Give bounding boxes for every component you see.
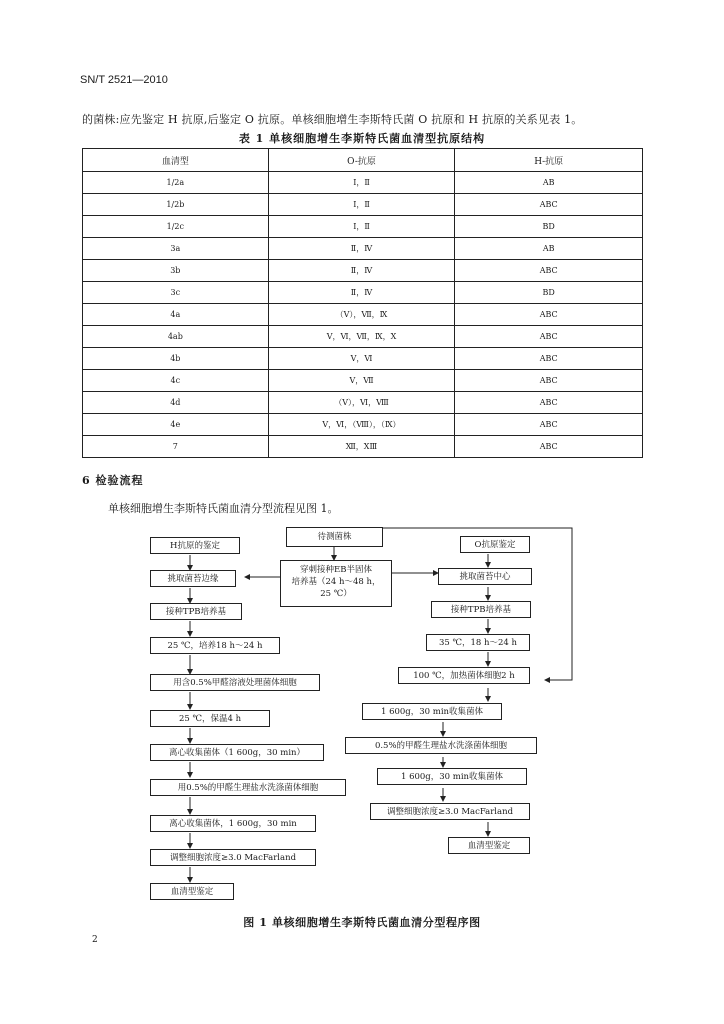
- flow-right-step-4: 35 ℃，18 h～24 h: [426, 634, 530, 651]
- cell-h-antigen: BD: [455, 282, 643, 304]
- flow-right-step-2: 挑取菌苔中心: [438, 568, 532, 585]
- cell-serotype: 3c: [83, 282, 269, 304]
- cell-h-antigen: ABC: [455, 260, 643, 282]
- section-6-text: 单核细胞增生李斯特氏菌血清分型流程见图 1。: [108, 502, 339, 515]
- flow-left-step-5: 用含0.5%甲醛溶液处理菌体细胞: [150, 674, 320, 691]
- cell-serotype: 1/2b: [83, 194, 269, 216]
- page-number: 2: [92, 935, 98, 945]
- cell-h-antigen: ABC: [455, 348, 643, 370]
- flow-left-step-4: 25 ℃，培养18 h～24 h: [150, 637, 280, 654]
- standard-number: SN/T 2521—2010: [80, 74, 168, 86]
- flow-test-strain: 待测菌株: [286, 527, 383, 547]
- flow-eb-line-2: 培养基（24 h～48 h，: [291, 577, 381, 587]
- cell-serotype: 4a: [83, 304, 269, 326]
- cell-h-antigen: ABC: [455, 326, 643, 348]
- cell-o-antigen: Ⅴ，Ⅵ，（Ⅷ），（Ⅸ）: [268, 414, 455, 436]
- cell-h-antigen: AB: [455, 172, 643, 194]
- flow-left-step-6: 25 ℃，保温4 h: [150, 710, 270, 727]
- cell-h-antigen: ABC: [455, 304, 643, 326]
- cell-h-antigen: ABC: [455, 194, 643, 216]
- flow-right-step-8: 1 600g，30 min收集菌体: [377, 768, 527, 785]
- cell-o-antigen: Ⅱ，Ⅳ: [268, 260, 455, 282]
- cell-o-antigen: Ⅱ，Ⅳ: [268, 238, 455, 260]
- flow-eb-line-1: 穿刺接种EB半固体: [300, 565, 372, 575]
- flow-right-step-7: 0.5%的甲醛生理盐水洗涤菌体细胞: [345, 737, 537, 754]
- cell-serotype: 4ab: [83, 326, 269, 348]
- header-o-antigen: O-抗原: [268, 149, 455, 172]
- flow-left-step-1: H抗原的鉴定: [150, 537, 240, 554]
- cell-h-antigen: ABC: [455, 436, 643, 458]
- cell-o-antigen: （Ⅴ），Ⅶ，Ⅸ: [268, 304, 455, 326]
- cell-h-antigen: BD: [455, 216, 643, 238]
- cell-serotype: 4b: [83, 348, 269, 370]
- flow-right-step-1: O抗原鉴定: [460, 536, 530, 553]
- cell-o-antigen: Ⅱ，Ⅳ: [268, 282, 455, 304]
- flow-right-step-6: 1 600g，30 min收集菌体: [362, 703, 502, 720]
- cell-serotype: 4d: [83, 392, 269, 414]
- header-serotype: 血清型: [83, 149, 269, 172]
- cell-serotype: 1/2a: [83, 172, 269, 194]
- header-h-antigen: H-抗原: [455, 149, 643, 172]
- section-6-heading: 6 检验流程: [82, 474, 144, 487]
- cell-o-antigen: Ⅰ，Ⅱ: [268, 194, 455, 216]
- cell-o-antigen: （Ⅴ），Ⅵ，Ⅷ: [268, 392, 455, 414]
- cell-h-antigen: AB: [455, 238, 643, 260]
- flow-left-step-9: 离心收集菌体，1 600g，30 min: [150, 815, 316, 832]
- flow-eb-line-3: 25 ℃）: [320, 589, 352, 599]
- cell-o-antigen: Ⅻ，ⅩⅢ: [268, 436, 455, 458]
- flow-left-step-3: 接种TPB培养基: [150, 603, 242, 620]
- cell-o-antigen: Ⅴ，Ⅶ: [268, 370, 455, 392]
- flow-left-step-10: 调整细胞浓度≥3.0 MacFarland: [150, 849, 316, 866]
- cell-h-antigen: ABC: [455, 414, 643, 436]
- cell-serotype: 3a: [83, 238, 269, 260]
- cell-h-antigen: ABC: [455, 392, 643, 414]
- cell-o-antigen: Ⅰ，Ⅱ: [268, 216, 455, 238]
- intro-paragraph: 的菌株:应先鉴定 H 抗原,后鉴定 O 抗原。单核细胞增生李斯特氏菌 O 抗原和 H 抗原的关系见表 1。: [82, 113, 583, 126]
- cell-o-antigen: Ⅴ，Ⅵ: [268, 348, 455, 370]
- flow-left-step-8: 用0.5%的甲醛生理盐水洗涤菌体细胞: [150, 779, 346, 796]
- flow-right-step-9: 调整细胞浓度≥3.0 MacFarland: [370, 803, 530, 820]
- cell-serotype: 4c: [83, 370, 269, 392]
- cell-h-antigen: ABC: [455, 370, 643, 392]
- flow-right-step-10: 血清型鉴定: [448, 837, 530, 854]
- cell-o-antigen: Ⅰ，Ⅱ: [268, 172, 455, 194]
- table-caption: 表 1 单核细胞增生李斯特氏菌血清型抗原结构: [238, 132, 486, 145]
- flow-right-step-3: 接种TPB培养基: [431, 601, 531, 618]
- cell-serotype: 7: [83, 436, 269, 458]
- cell-serotype: 3b: [83, 260, 269, 282]
- flow-left-step-11: 血清型鉴定: [150, 883, 234, 900]
- cell-serotype: 1/2c: [83, 216, 269, 238]
- cell-serotype: 4e: [83, 414, 269, 436]
- flow-eb-inoculation: [280, 560, 392, 607]
- flow-left-step-7: 离心收集菌体（1 600g，30 min）: [150, 744, 324, 761]
- flow-left-step-2: 挑取菌苔边缘: [150, 570, 236, 587]
- figure-caption: 图 1 单核细胞增生李斯特氏菌血清分型程序图: [243, 916, 481, 929]
- cell-o-antigen: Ⅴ，Ⅵ，Ⅶ，Ⅸ，Ⅹ: [268, 326, 455, 348]
- flow-right-step-5: 100 ℃，加热菌体细胞2 h: [398, 667, 530, 684]
